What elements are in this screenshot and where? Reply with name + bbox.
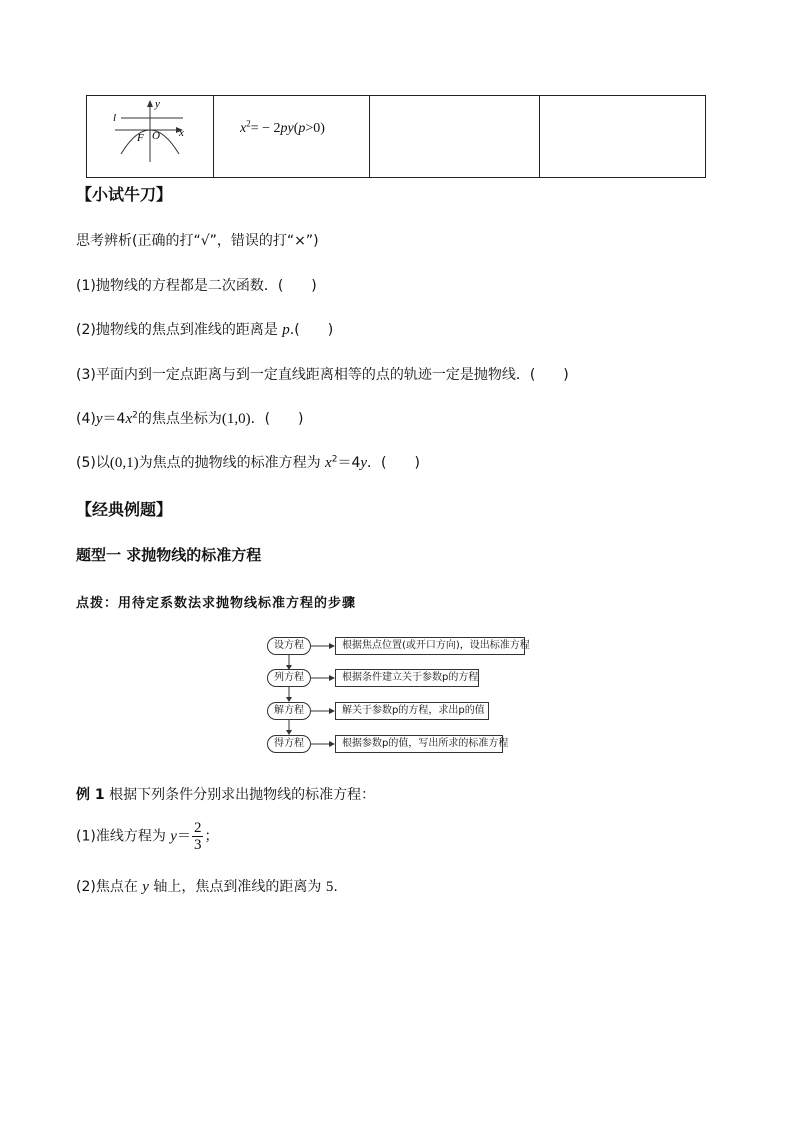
p1-text: (1)准线方程为 [76,828,171,845]
eq-condition: >0) [305,121,325,136]
p2-var-y: y [142,879,149,895]
p1-denominator: 3 [193,837,202,853]
q2-var: p [282,322,290,338]
q5-num: (5)以 [76,455,110,471]
q2-end: .( ) [289,322,334,338]
flow-step-4-oval: 得方程 [267,735,311,753]
focus-label: F [137,132,144,144]
section-title-examples: 【经典例题】 [76,500,173,519]
q4-text: 的焦点坐标为 [137,411,222,427]
tip-text: 点拨：用待定系数法求抛物线标准方程的步骤 [76,596,357,611]
eq-sup: 2 [246,118,251,129]
eq-var-py: py [280,121,294,136]
flow-step-1-desc: 根据焦点位置(或开口方向)，设出标准方程 [335,637,525,655]
q5-var-y: y [360,455,368,471]
eq-var-x: x [240,121,247,136]
section-title-practice: 【小试牛刀】 [76,185,173,204]
flow-step-4-desc: 根据参数p的值，写出所求的标准方程 [335,735,503,753]
intro-text: 思考辨析(正确的打“√”，错误的打“×”) [76,233,319,249]
q2-text: (2)抛物线的焦点到准线的距离是 [76,322,283,338]
p2-number: 5 [325,879,334,895]
eq-equals: = − 2 [250,121,281,136]
p1-var-y: y [170,828,177,845]
example-1-text: 根据下列条件分别求出抛物线的标准方程： [104,787,376,803]
p1-fraction [192,820,204,853]
eq-paren: ( [293,121,299,136]
q5-var-x: x [325,455,332,471]
eq-var-p: p [298,121,306,136]
flow-step-1-oval: 设方程 [267,637,311,655]
type-title: 题型一 求抛物线的标准方程 [76,546,262,564]
q4-var-x: x [125,411,133,427]
q4-num: (4) [76,411,96,427]
y-axis-label: y [155,98,160,110]
p2-text-2: 轴上，焦点到准线的距离为 [148,879,326,895]
q4-var-y: y [95,411,103,427]
p1-eq: ＝ [176,828,191,845]
example-1-heading [76,784,375,804]
p1-numerator: 2 [193,820,202,836]
flow-step-2-desc: 根据条件建立关于参数p的方程 [335,669,479,687]
q5-sup: 2 [331,454,338,465]
q4-end: ．( ) [250,411,304,427]
p2-end: . [333,879,338,895]
q5-text: 为焦点的抛物线的标准方程为 [138,455,326,471]
directrix-label: l [113,112,117,124]
example-1-label: 例 1 [76,787,105,803]
p1-end: ； [204,828,219,845]
q5-coord: (0,1) [109,455,139,471]
q5-end: ．( ) [367,455,420,471]
q4-sup: 2 [132,410,138,421]
flow-step-2-oval: 列方程 [267,669,311,687]
example-1-part-1 [76,820,218,853]
origin-label: O [152,130,160,142]
example-1-part-2 [76,876,338,896]
flow-step-3-oval: 解方程 [267,702,311,720]
flow-step-3-desc: 解关于参数p的方程，求出p的值 [335,702,489,720]
question-3: (3)平面内到一定点距离与到一定直线距离相等的点的轨迹一定是抛物线．( ) [76,367,569,383]
p2-text: (2)焦点在 [76,879,143,895]
x-axis-label: x [179,127,184,139]
q4-coord: (1,0) [221,411,251,427]
q5-eq: ＝4 [337,455,361,471]
question-1: (1)抛物线的方程都是二次函数．( ) [76,278,317,294]
q4-eq: ＝4 [102,411,126,427]
